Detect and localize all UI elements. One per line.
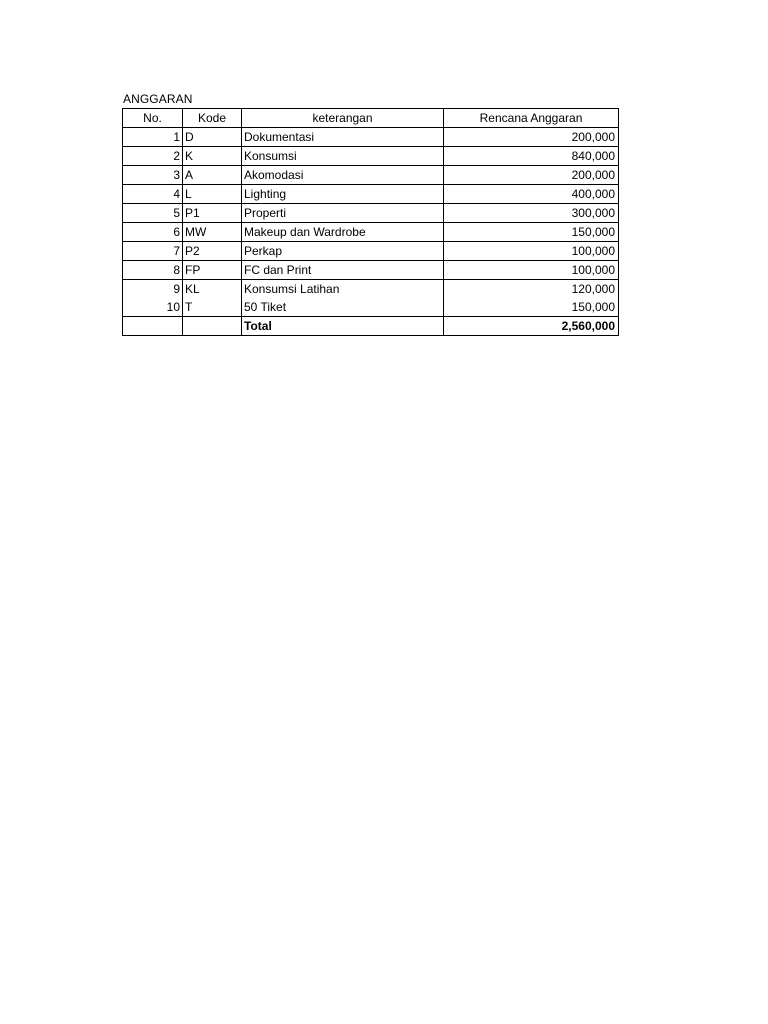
cell-kode: D (183, 128, 242, 147)
sheet-title: ANGGARAN (123, 92, 193, 106)
cell-anggaran: 400,000 (444, 185, 619, 204)
cell-kode: L (183, 185, 242, 204)
column-header-keterangan: keterangan (242, 109, 444, 128)
cell-keterangan: Perkap (242, 242, 444, 261)
cell-no: 2 (123, 147, 183, 166)
cell-keterangan: Konsumsi Latihan (242, 280, 444, 299)
cell-anggaran: 840,000 (444, 147, 619, 166)
table-row (123, 128, 619, 147)
cell-no-empty (123, 317, 183, 336)
cell-anggaran: 100,000 (444, 261, 619, 280)
table-row (123, 261, 619, 280)
column-header-no: No. (123, 109, 183, 128)
cell-no: 7 (123, 242, 183, 261)
cell-kode: MW (183, 223, 242, 242)
cell-kode: KL (183, 280, 242, 299)
cell-anggaran: 300,000 (444, 204, 619, 223)
header-row (123, 109, 619, 128)
cell-keterangan: Lighting (242, 185, 444, 204)
column-header-anggaran: Rencana Anggaran (444, 109, 619, 128)
cell-no: 3 (123, 166, 183, 185)
total-row (123, 317, 619, 336)
cell-no: 6 (123, 223, 183, 242)
table-row (123, 185, 619, 204)
table-row (123, 280, 619, 299)
cell-anggaran: 200,000 (444, 166, 619, 185)
cell-anggaran: 150,000 (444, 223, 619, 242)
cell-kode: P1 (183, 204, 242, 223)
cell-no: 1 (123, 128, 183, 147)
cell-keterangan: Properti (242, 204, 444, 223)
cell-keterangan: Dokumentasi (242, 128, 444, 147)
cell-kode: K (183, 147, 242, 166)
cell-anggaran: 150,000 (444, 298, 619, 317)
column-header-kode: Kode (183, 109, 242, 128)
cell-no: 10 (123, 298, 183, 317)
cell-kode: P2 (183, 242, 242, 261)
cell-keterangan: Makeup dan Wardrobe (242, 223, 444, 242)
cell-no: 4 (123, 185, 183, 204)
cell-keterangan: FC dan Print (242, 261, 444, 280)
cell-kode: T (183, 298, 242, 317)
cell-keterangan: Akomodasi (242, 166, 444, 185)
cell-kode-empty (183, 317, 242, 336)
table-row (123, 223, 619, 242)
table-row (123, 147, 619, 166)
table-row (123, 204, 619, 223)
budget-table (122, 108, 619, 336)
cell-no: 8 (123, 261, 183, 280)
cell-kode: FP (183, 261, 242, 280)
cell-anggaran: 100,000 (444, 242, 619, 261)
cell-no: 9 (123, 280, 183, 299)
cell-anggaran: 200,000 (444, 128, 619, 147)
total-label: Total (242, 317, 444, 336)
cell-kode: A (183, 166, 242, 185)
cell-no: 5 (123, 204, 183, 223)
cell-anggaran: 120,000 (444, 280, 619, 299)
cell-keterangan: Konsumsi (242, 147, 444, 166)
table-row (123, 298, 619, 317)
table-row (123, 166, 619, 185)
total-amount: 2,560,000 (444, 317, 619, 336)
table-row (123, 242, 619, 261)
cell-keterangan: 50 Tiket (242, 298, 444, 317)
